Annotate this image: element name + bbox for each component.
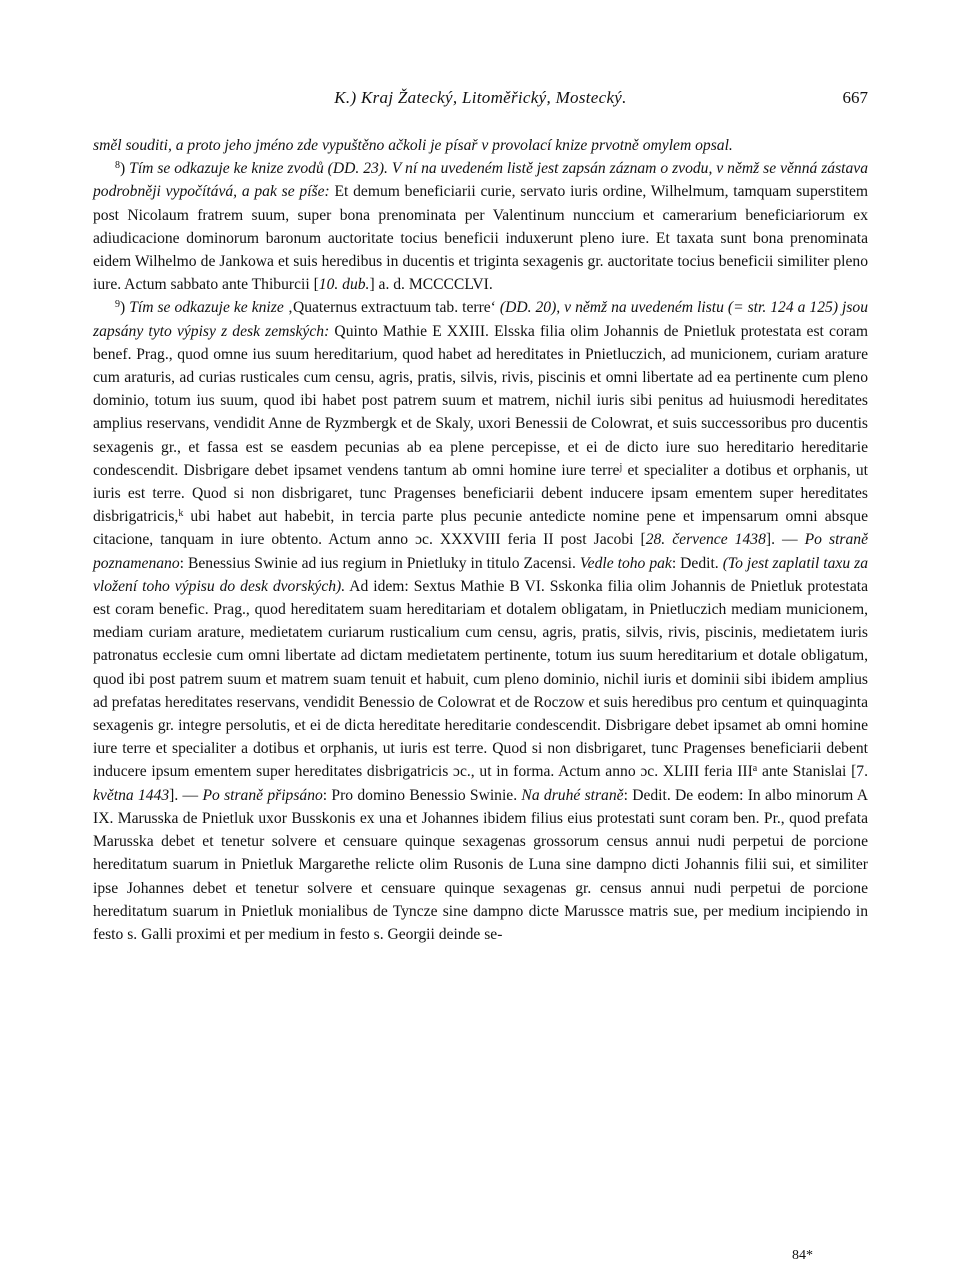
italic-text-run: 28. července 1438 bbox=[645, 531, 766, 549]
text-run: : Dedit. bbox=[671, 554, 723, 572]
text-run: ]. — bbox=[169, 786, 203, 804]
page-number: 667 bbox=[842, 88, 868, 107]
italic-text-run: Tím se odkazuje ke knize zvodů (DD. 23). V ní na uvedeném listě jest zapsán záznam o zvodu, v němž se věnná zástava podrobněji vypočítává, a pak se píše: bbox=[93, 160, 869, 201]
italic-text-run: Na druhé straně bbox=[521, 786, 624, 804]
italic-text-run: května 1443 bbox=[93, 786, 170, 804]
italic-text-run: směl souditi, a proto jeho jméno zde vypuštěno ačkoli je písař v provolací knize prvotně omylem opsal. bbox=[93, 137, 733, 154]
text-run: ]. — bbox=[765, 531, 805, 549]
signature-mark: 84* bbox=[792, 1248, 813, 1263]
text-run: Ad idem: Sextus Mathie B VI. Sskonka filia olim Johannis de Pnietluk protestata est coram benefic. Prag., quod hereditatem suam hereditariam et dotalem obligatam, in Pnietluczich mediam municionem, mediam curiam arature, medietatem curiarum rusticalium cum censu, agris, pratis, silvis, rivis, piscinis, medietatem iuris patronatus ecclesie cum omni libertate ad dictam medietatem pertinente, totum ius suum hereditarium et dotale obligatum, quod ibi post patrem suum et matrem suam tenuit et habuit, cum pleno dominio, nichil iuris et dominii sibi ibidem amplius ad prefatas hereditates reservans, vendidit Benessio de Colowrat et de Roczow et suis heredibus pro centum et quinquaginta sexagenis gr. integre persolutis, et ei de dicta hereditate hereditarie condescendit. Disbrigare debet ipsamet ab omni homine iure terre et specialiter a dotibus et orphanis, ut iuris est terre. Quod si non disbrigaret, tunc Pragenses beneficiarii debent inducere ipsum ementem super hereditates disbrigatricis ɔc., ut in forma. Actum anno ɔc. XLIII feria III bbox=[93, 577, 868, 781]
italic-text-run: 10. dub. bbox=[318, 276, 370, 294]
text-run: ante Stanislai [7. bbox=[757, 763, 868, 781]
text-run: ] a. d. MCCCCLVI. bbox=[369, 276, 493, 294]
text-run: et specialiter a dotibus et orphanis, ut iuris est terre. Quod si non disbrigaret, tunc Pragenses beneficiarii debent inducere ipsam ementem super hereditates disbrigatricis, bbox=[93, 461, 868, 526]
text-run: ) bbox=[120, 299, 130, 317]
italic-text-run: Vedle toho pak bbox=[579, 554, 672, 572]
text-run: : Benessius Swinie ad ius regium in Pnietluky in titulo Zacensi. bbox=[179, 554, 580, 572]
italic-text-run: Po straně připsáno bbox=[202, 786, 323, 804]
footnote-8 bbox=[93, 157, 868, 296]
superscript-mark: 9 bbox=[115, 299, 120, 311]
superscript-mark: 8 bbox=[115, 160, 120, 172]
text-run: : Dedit. De eodem: In albo minorum A IX. Marusska de Pnietluk uxor Busskonis ex una et Johannes ibidem filius eius protestati sunt coram ben. Pr., quod prefata Marusska debet et tenetur solvere et censuare quinque sexagenas grossorum census annui nudi perpetui de porcione hereditatum suarum in Pnietluk Margarethe relicte olim Rusonis de Luna sine dampno dicti Johannis filii sui, et similiter ipse Johannes debet et tenetur solvere et censuare quinque sexagenas gr. census annui nudi perpetui de porcione hereditatum suarum in Pnietluk monialibus de Tyncze sine dampno dicte Marussce matris sue, per medium incipiendo in festo s. Galli proximi et per medium in festo s. Georgii deinde se- bbox=[93, 786, 868, 943]
text-run: Quinto Mathie E XXIII. Elsska filia olim Johannis de Pnietluk protestata est coram benef. Prag., quod omne ius suum hereditarium, quod habet ad hereditates in Pnietluczich, ad municionem, curiam arature cum araturis, ad curias rusticales cum censu, agris, pratis, silvis, rivis, piscinis et omni libertate ad ea pertinente cum pleno dominio, totum ius suum, quod ibi habet post patrem suum et matrem, nichil iuris sibi penitus ad huiusmodi hereditates amplius reservans, vendidit Anne de Ryzmbergk et de Skaly, uxori Benessii de Colowrat, et suis successoribus pro ducentis sexagenis gr., et fassa est se easdem pecunias ab ea plene percepisse, et ei de dicto iure suo hereditario hereditarie condescendit. Disbrigare debet ipsamet vendens tantum ab omni homine iure terre bbox=[93, 322, 868, 479]
italic-text-run: (To jest zaplatil taxu za vložení toho výpisu do desk dvorských). bbox=[93, 554, 868, 595]
text-run: Et demum beneficiarii curie, servato iuris ordine, Wilhelmum, tamquam superstitem post Nicolaum fratrem suum, super bona prenominata per Valentinum nunccium et camerarium beneficiariorum ex adiudicacione dominorum baronum auctoritate tocius beneficii induxerunt pleno iure. Et taxata sunt bona prenominata eidem Wilhelmo de Jankowa et suis heredibus in ducentis et triginta sexagenis gr. auctoritate tocius beneficii similiter pleno iure. Actum sabbato ante Thiburcii [ bbox=[93, 183, 868, 294]
italic-text-run: Po straně poznamenano bbox=[93, 531, 869, 572]
footnote-9 bbox=[93, 296, 868, 946]
text-run: ) bbox=[120, 160, 130, 178]
body-text bbox=[93, 134, 868, 946]
superscript-mark: k bbox=[178, 508, 184, 520]
italic-text-run: (DD. 20), v němž na uvedeném listu (= str. 124 a 125) jsou zapsány tyto výpisy z desk zemských: bbox=[93, 299, 869, 340]
footnote-continuation bbox=[93, 134, 868, 157]
superscript-mark: j bbox=[619, 461, 623, 473]
text-run: ‚Quaternus extractuum tab. terre‘ bbox=[283, 299, 500, 317]
running-title: K.) Kraj Žatecký, Litoměřický, Mostecký. bbox=[334, 88, 627, 107]
italic-text-run: Tím se odkazuje ke knize bbox=[129, 299, 284, 317]
text-run: ubi habet aut habebit, in tercia parte plus pecunie antedicte nomine pene et impensarum omni absque citacione, tanquam in iure obtento. Actum anno ɔc. XXXVIII feria II post Jacobi [ bbox=[93, 508, 868, 549]
superscript-mark: a bbox=[752, 763, 758, 775]
running-header bbox=[93, 88, 868, 118]
document-page bbox=[93, 88, 869, 1263]
text-run: : Pro domino Benessio Swinie. bbox=[322, 786, 522, 804]
